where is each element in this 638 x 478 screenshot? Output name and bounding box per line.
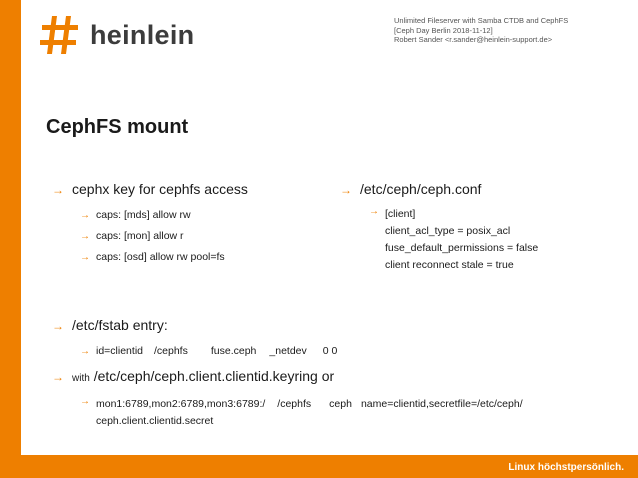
sub-bullet-client-config	[369, 206, 538, 274]
mount-field: ceph.client.clientid.secret	[96, 415, 214, 427]
mount-field: /cephfs	[277, 398, 312, 410]
arrow-right-icon: →	[80, 231, 90, 242]
config-line: client_acl_type = posix_acl	[385, 225, 511, 237]
bullet-text: cephx key for cephfs access	[72, 181, 248, 197]
left-accent-bar	[0, 0, 21, 478]
bullet-keyring	[52, 368, 334, 384]
config-line: [client]	[385, 208, 416, 220]
bullet-fstab	[52, 317, 168, 333]
footer-tagline: Linux höchstpersönlich.	[508, 462, 624, 473]
bullet-cephx-key	[52, 181, 248, 197]
footer-bar	[0, 455, 638, 478]
config-line: fuse_default_permissions = false	[385, 242, 539, 254]
arrow-right-icon: →	[340, 183, 352, 197]
bullet-text: /etc/ceph/ceph.conf	[360, 181, 482, 197]
sub-bullet-fstab-entry	[80, 345, 337, 357]
arrow-right-icon: →	[80, 210, 90, 221]
arrow-right-icon: →	[52, 370, 64, 384]
sub-bullet-text: caps: [mds] allow rw	[96, 209, 191, 221]
header-info-line: [Ceph Day Berlin 2018-11-12]	[394, 25, 493, 35]
sub-bullet-caps-mds	[80, 209, 191, 221]
fstab-field: /cephfs	[154, 345, 188, 357]
sub-bullet-text: caps: [osd] allow rw pool=fs	[96, 251, 225, 263]
sub-bullet-keyring-entry	[80, 396, 523, 430]
arrow-right-icon: →	[80, 396, 90, 407]
hash-logo-icon	[40, 14, 80, 56]
arrow-right-icon: →	[80, 252, 90, 263]
brand-name: heinlein	[90, 19, 195, 50]
sub-bullet-text: caps: [mon] allow r	[96, 230, 184, 242]
arrow-right-icon: →	[52, 183, 64, 197]
logo	[40, 14, 194, 56]
slide-title: CephFS mount	[46, 116, 189, 138]
config-line: client reconnect stale = true	[385, 259, 514, 271]
mount-field: mon1:6789,mon2:6789,mon3:6789:/	[96, 398, 266, 410]
fstab-field: id=clientid	[96, 345, 143, 357]
header-info-line: Robert Sander <r.sander@heinlein-support.de>	[394, 35, 553, 44]
bullet-prefix: with	[72, 373, 90, 384]
fstab-field: _netdev	[269, 345, 307, 357]
fstab-field: 0 0	[322, 345, 338, 357]
bullet-ceph-conf	[340, 181, 481, 197]
mount-field: name=clientid,secretfile=/etc/ceph/	[360, 398, 523, 410]
fstab-field: fuse.ceph	[210, 345, 257, 357]
sub-bullet-caps-osd	[80, 251, 225, 263]
header-info	[394, 16, 568, 45]
arrow-right-icon: →	[52, 319, 64, 333]
bullet-text: /etc/ceph/ceph.client.clientid.keyring or	[93, 368, 335, 384]
sub-bullet-caps-mon	[80, 230, 184, 242]
mount-field: ceph	[329, 398, 352, 410]
arrow-right-icon: →	[369, 206, 379, 217]
arrow-right-icon: →	[80, 346, 90, 357]
header-info-line: Unlimited Fileserver with Samba CTDB and CephFS	[394, 16, 569, 25]
bullet-text: /etc/fstab entry:	[72, 317, 168, 333]
